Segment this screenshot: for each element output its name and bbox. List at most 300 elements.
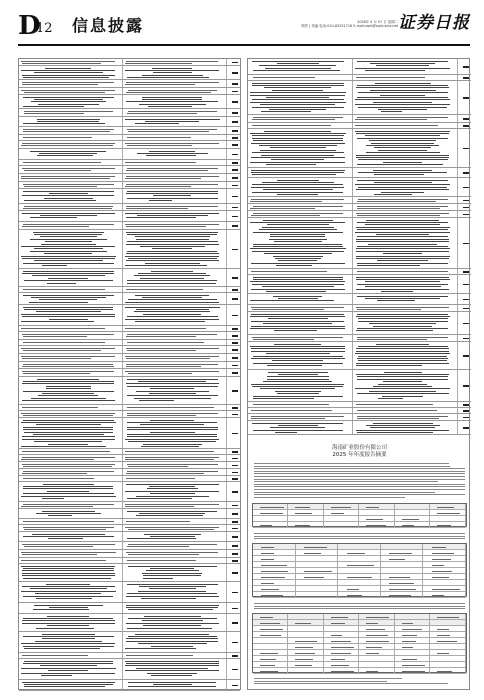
table-row bbox=[19, 680, 240, 691]
text-line bbox=[251, 351, 345, 352]
text-line bbox=[148, 106, 192, 107]
table-cell bbox=[123, 482, 227, 501]
text-line bbox=[127, 434, 216, 435]
cell-text-mark bbox=[331, 635, 342, 636]
text-line bbox=[142, 297, 202, 298]
table-cell bbox=[123, 362, 227, 368]
data-table-cell bbox=[296, 556, 339, 561]
text-line bbox=[23, 486, 113, 487]
table-cell bbox=[19, 482, 123, 501]
table-cell bbox=[227, 680, 240, 690]
table-cell bbox=[353, 370, 458, 401]
data-table-cell bbox=[288, 662, 323, 667]
cell-text-mark bbox=[331, 653, 351, 654]
table-cell bbox=[227, 127, 240, 134]
text-line bbox=[126, 289, 203, 290]
text-line bbox=[357, 314, 448, 315]
text-line bbox=[125, 491, 219, 492]
text-line bbox=[47, 616, 89, 617]
text-line bbox=[251, 199, 344, 200]
table-cell bbox=[19, 680, 123, 690]
amount-mark bbox=[463, 97, 469, 98]
page-body bbox=[18, 58, 470, 690]
text-line bbox=[251, 358, 345, 359]
cell-text-mark bbox=[295, 647, 312, 648]
amount-mark bbox=[232, 642, 238, 643]
text-line bbox=[37, 121, 99, 122]
text-line bbox=[357, 328, 448, 329]
table-cell bbox=[19, 653, 123, 658]
text-line bbox=[252, 386, 343, 387]
table-cell bbox=[123, 659, 227, 679]
data-table-cell bbox=[253, 656, 288, 661]
text-line bbox=[252, 138, 343, 139]
cell-text-mark bbox=[437, 507, 453, 508]
data-table-cell bbox=[395, 516, 430, 521]
table-cell bbox=[227, 326, 240, 331]
text-line bbox=[22, 258, 115, 259]
cell-text-mark bbox=[402, 525, 415, 526]
amount-mark bbox=[463, 404, 469, 405]
table-row bbox=[19, 509, 240, 519]
text-line bbox=[22, 316, 114, 317]
data-table-cell bbox=[431, 638, 466, 643]
text-line bbox=[267, 376, 329, 377]
table-cell bbox=[458, 342, 471, 369]
cell-text-mark bbox=[389, 589, 416, 590]
table-row bbox=[19, 66, 240, 80]
table-row bbox=[19, 659, 240, 680]
table-cell bbox=[227, 332, 240, 339]
text-line bbox=[21, 668, 116, 669]
cell-text-mark bbox=[437, 513, 459, 514]
text-line bbox=[358, 199, 448, 200]
table-cell bbox=[227, 476, 240, 481]
masthead-meta bbox=[278, 20, 398, 28]
text-line bbox=[365, 224, 439, 225]
table-cell bbox=[19, 230, 123, 268]
table-cell bbox=[123, 354, 227, 361]
text-line bbox=[150, 432, 195, 433]
data-table-cell bbox=[288, 620, 323, 625]
text-line bbox=[45, 68, 91, 69]
table-cell bbox=[123, 346, 227, 353]
text-line bbox=[125, 319, 219, 320]
text-line bbox=[356, 227, 450, 228]
text-line bbox=[46, 584, 90, 585]
table-cell bbox=[353, 269, 458, 274]
text-line bbox=[24, 170, 91, 171]
text-line bbox=[253, 279, 342, 280]
text-line bbox=[43, 484, 94, 485]
text-line bbox=[253, 430, 343, 431]
table-cell bbox=[248, 294, 353, 304]
text-line bbox=[127, 422, 217, 423]
text-line bbox=[22, 143, 116, 144]
text-line bbox=[252, 284, 345, 285]
data-table-cell bbox=[431, 516, 466, 521]
text-line bbox=[125, 213, 219, 214]
text-line bbox=[21, 176, 115, 177]
table-cell bbox=[248, 75, 353, 80]
table-cell bbox=[123, 66, 227, 79]
data-table-cell bbox=[296, 550, 339, 555]
table-cell bbox=[227, 455, 240, 461]
data-table-cell bbox=[296, 574, 339, 579]
text-line bbox=[357, 85, 448, 86]
table-cell bbox=[19, 564, 123, 581]
text-line bbox=[127, 77, 209, 78]
text-line bbox=[47, 625, 89, 626]
table-cell bbox=[19, 305, 123, 325]
text-line bbox=[126, 92, 210, 93]
text-line bbox=[252, 174, 336, 175]
text-line bbox=[138, 273, 206, 274]
text-line bbox=[276, 265, 312, 266]
text-line bbox=[126, 208, 187, 209]
data-table-cell bbox=[253, 592, 296, 597]
text-line bbox=[381, 192, 423, 193]
amount-mark bbox=[232, 249, 238, 250]
text-line bbox=[270, 427, 325, 428]
text-line bbox=[253, 77, 315, 78]
data-table-cell bbox=[253, 544, 296, 549]
text-line bbox=[23, 137, 92, 138]
table-cell bbox=[227, 340, 240, 345]
cell-text-mark bbox=[261, 547, 273, 548]
text-line bbox=[126, 176, 219, 177]
text-line bbox=[134, 398, 211, 399]
text-line bbox=[264, 253, 332, 254]
table-row bbox=[19, 354, 240, 362]
text-line bbox=[24, 200, 96, 201]
text-line bbox=[357, 208, 441, 209]
text-line bbox=[143, 625, 202, 626]
table-cell bbox=[19, 166, 123, 173]
paragraph-line bbox=[254, 681, 387, 682]
text-line bbox=[23, 488, 113, 489]
text-line bbox=[34, 605, 103, 606]
text-line bbox=[264, 87, 331, 88]
text-line bbox=[253, 213, 343, 214]
text-line bbox=[262, 182, 334, 183]
text-line bbox=[356, 189, 449, 190]
company-name: 海南矿业股份有限公司 bbox=[331, 445, 387, 451]
text-line bbox=[145, 263, 200, 264]
table-cell bbox=[123, 377, 227, 404]
table-cell bbox=[227, 160, 240, 165]
table-row bbox=[19, 502, 240, 509]
table-cell bbox=[227, 117, 240, 126]
table-cell bbox=[19, 509, 123, 518]
table-cell bbox=[458, 414, 471, 420]
text-line bbox=[128, 544, 217, 545]
text-line bbox=[380, 95, 425, 96]
data-table-row bbox=[253, 522, 466, 528]
text-line bbox=[35, 641, 103, 642]
table-cell bbox=[458, 178, 471, 196]
paragraph-line bbox=[254, 678, 402, 679]
table-cell bbox=[19, 462, 123, 468]
text-line bbox=[126, 61, 218, 62]
text-line bbox=[376, 234, 430, 235]
text-line bbox=[22, 573, 116, 574]
text-line bbox=[127, 280, 217, 281]
text-line bbox=[136, 515, 204, 516]
text-line bbox=[37, 155, 93, 156]
table-cell bbox=[227, 377, 240, 404]
table-cell bbox=[123, 174, 227, 181]
table-row bbox=[19, 222, 240, 230]
text-line bbox=[253, 206, 343, 207]
text-line bbox=[356, 155, 450, 156]
text-line bbox=[269, 109, 326, 110]
text-line bbox=[125, 371, 219, 372]
text-line bbox=[34, 72, 103, 73]
text-line bbox=[45, 241, 93, 242]
data-table-cell bbox=[431, 510, 466, 515]
text-line bbox=[381, 291, 413, 292]
table-cell bbox=[19, 80, 123, 87]
text-line bbox=[33, 434, 104, 435]
table-cell bbox=[248, 197, 353, 203]
amount-mark bbox=[232, 289, 238, 290]
text-line bbox=[23, 289, 105, 290]
table-cell bbox=[19, 332, 123, 339]
cell-text-mark bbox=[304, 577, 324, 578]
text-line bbox=[23, 429, 113, 430]
text-line bbox=[128, 373, 192, 374]
text-line bbox=[251, 416, 344, 417]
text-line bbox=[383, 381, 421, 382]
cell-text-mark bbox=[437, 629, 448, 630]
text-line bbox=[357, 376, 448, 377]
text-line bbox=[126, 101, 218, 102]
table-row bbox=[19, 332, 240, 340]
text-line bbox=[366, 425, 440, 426]
table-cell bbox=[248, 269, 353, 274]
cell-text-mark bbox=[347, 595, 362, 596]
text-line bbox=[365, 281, 439, 282]
data-table-cell bbox=[288, 638, 323, 643]
text-line bbox=[126, 596, 219, 597]
text-line bbox=[44, 198, 93, 199]
table-cell bbox=[123, 411, 227, 417]
data-table-cell bbox=[253, 620, 288, 625]
table-cell bbox=[227, 462, 240, 468]
text-line bbox=[149, 588, 196, 589]
cell-text-mark bbox=[437, 617, 459, 618]
table-row bbox=[19, 174, 240, 182]
text-line bbox=[24, 432, 113, 433]
table-cell bbox=[458, 408, 471, 413]
text-line bbox=[127, 427, 218, 428]
text-line bbox=[274, 241, 322, 242]
text-line bbox=[253, 140, 343, 141]
cell-text-mark bbox=[331, 659, 345, 660]
text-line bbox=[366, 145, 439, 146]
table-row bbox=[19, 469, 240, 476]
text-line bbox=[144, 534, 201, 535]
table-cell bbox=[227, 502, 240, 508]
text-line bbox=[24, 529, 107, 530]
table-cell bbox=[123, 182, 227, 188]
text-line bbox=[42, 634, 94, 635]
text-line bbox=[23, 504, 113, 505]
table-cell bbox=[227, 582, 240, 602]
text-line bbox=[357, 222, 448, 223]
data-table-cell bbox=[381, 562, 424, 567]
text-line bbox=[22, 63, 101, 64]
text-line bbox=[125, 307, 220, 308]
text-line bbox=[127, 584, 218, 585]
text-line bbox=[127, 628, 213, 629]
cell-text-mark bbox=[402, 641, 416, 642]
text-line bbox=[270, 147, 326, 148]
text-line bbox=[127, 593, 217, 594]
table-cell bbox=[227, 405, 240, 410]
text-line bbox=[21, 552, 115, 553]
table-cell bbox=[248, 342, 353, 369]
amount-mark bbox=[232, 521, 238, 522]
text-line bbox=[252, 99, 344, 100]
table-cell bbox=[123, 59, 227, 65]
text-line bbox=[139, 513, 205, 514]
text-line bbox=[127, 168, 218, 169]
text-line bbox=[22, 371, 114, 372]
text-line bbox=[126, 226, 206, 227]
text-line bbox=[21, 314, 115, 315]
data-table-cell bbox=[360, 656, 395, 661]
cell-text-mark bbox=[389, 559, 405, 560]
data-table-cell bbox=[381, 574, 424, 579]
text-line bbox=[358, 321, 448, 322]
text-line bbox=[268, 372, 328, 373]
text-line bbox=[127, 342, 205, 343]
text-line bbox=[49, 319, 88, 320]
amount-mark bbox=[232, 357, 238, 358]
text-line bbox=[125, 451, 214, 452]
data-table-cell bbox=[360, 668, 395, 673]
text-line bbox=[127, 471, 218, 472]
text-line bbox=[126, 383, 219, 384]
text-line bbox=[22, 213, 116, 214]
table-cell bbox=[227, 211, 240, 221]
table-cell bbox=[227, 88, 240, 94]
table-cell bbox=[123, 680, 227, 690]
text-line bbox=[127, 198, 218, 199]
table-cell bbox=[123, 222, 227, 229]
paragraph-line bbox=[254, 473, 465, 474]
text-line bbox=[128, 682, 217, 683]
data-table-cell bbox=[253, 644, 288, 649]
table-cell bbox=[353, 414, 458, 420]
table-cell bbox=[123, 614, 227, 631]
table-cell bbox=[227, 135, 240, 140]
table-cell bbox=[19, 405, 123, 410]
table-cell bbox=[227, 305, 240, 325]
text-line bbox=[22, 457, 115, 458]
table-cell bbox=[227, 166, 240, 173]
cell-text-mark bbox=[402, 647, 413, 648]
data-table-cell bbox=[338, 574, 381, 579]
cell-text-mark bbox=[261, 571, 288, 572]
table-row bbox=[19, 109, 240, 117]
cell-text-mark bbox=[295, 665, 312, 666]
table-cell bbox=[248, 408, 353, 413]
cell-text-mark bbox=[347, 565, 375, 566]
masthead bbox=[18, 12, 470, 44]
data-table-cell bbox=[288, 626, 323, 631]
text-line bbox=[251, 418, 325, 419]
table-cell bbox=[227, 525, 240, 531]
data-table-cell bbox=[360, 626, 395, 631]
table-cell bbox=[227, 346, 240, 353]
table-cell bbox=[123, 189, 227, 203]
text-line bbox=[263, 189, 333, 190]
text-line bbox=[278, 374, 318, 375]
data-table-cell bbox=[431, 632, 466, 637]
data-table-cell bbox=[338, 586, 381, 591]
table-cell bbox=[123, 149, 227, 159]
text-line bbox=[24, 648, 100, 649]
table-cell bbox=[248, 115, 353, 122]
data-table bbox=[252, 613, 467, 673]
table-row bbox=[19, 95, 240, 109]
table-cell bbox=[19, 182, 123, 188]
text-line bbox=[24, 111, 113, 112]
text-line bbox=[34, 441, 102, 442]
text-line bbox=[253, 70, 340, 71]
data-table-cell bbox=[288, 644, 323, 649]
annual-report-summary bbox=[248, 439, 471, 691]
amount-mark bbox=[232, 207, 238, 208]
text-line bbox=[357, 138, 449, 139]
data-table-cell bbox=[288, 668, 323, 673]
cell-text-mark bbox=[331, 671, 354, 672]
text-line bbox=[356, 348, 449, 349]
amount-mark bbox=[232, 216, 238, 217]
table-row bbox=[248, 218, 471, 269]
text-line bbox=[357, 215, 441, 216]
table-row bbox=[248, 305, 471, 312]
table-row bbox=[19, 293, 240, 305]
text-line bbox=[21, 506, 92, 507]
text-line bbox=[23, 618, 113, 619]
text-line bbox=[125, 302, 219, 303]
text-line bbox=[358, 346, 448, 347]
text-line bbox=[251, 215, 321, 216]
amount-mark bbox=[463, 338, 469, 339]
amount-mark bbox=[232, 365, 238, 366]
text-line bbox=[127, 464, 218, 465]
paragraph-line bbox=[254, 468, 465, 469]
text-line bbox=[150, 388, 194, 389]
data-table-cell bbox=[360, 662, 395, 667]
data-table-cell bbox=[423, 586, 466, 591]
table-row bbox=[19, 211, 240, 222]
data-table-cell bbox=[395, 504, 430, 509]
data-table-cell bbox=[288, 650, 323, 655]
table-cell bbox=[123, 550, 227, 557]
text-line bbox=[127, 145, 193, 146]
text-line bbox=[252, 61, 344, 62]
table-cell bbox=[248, 414, 353, 420]
data-table-cell bbox=[253, 626, 288, 631]
text-line bbox=[24, 206, 113, 207]
text-line bbox=[378, 398, 403, 399]
text-line bbox=[126, 366, 201, 367]
